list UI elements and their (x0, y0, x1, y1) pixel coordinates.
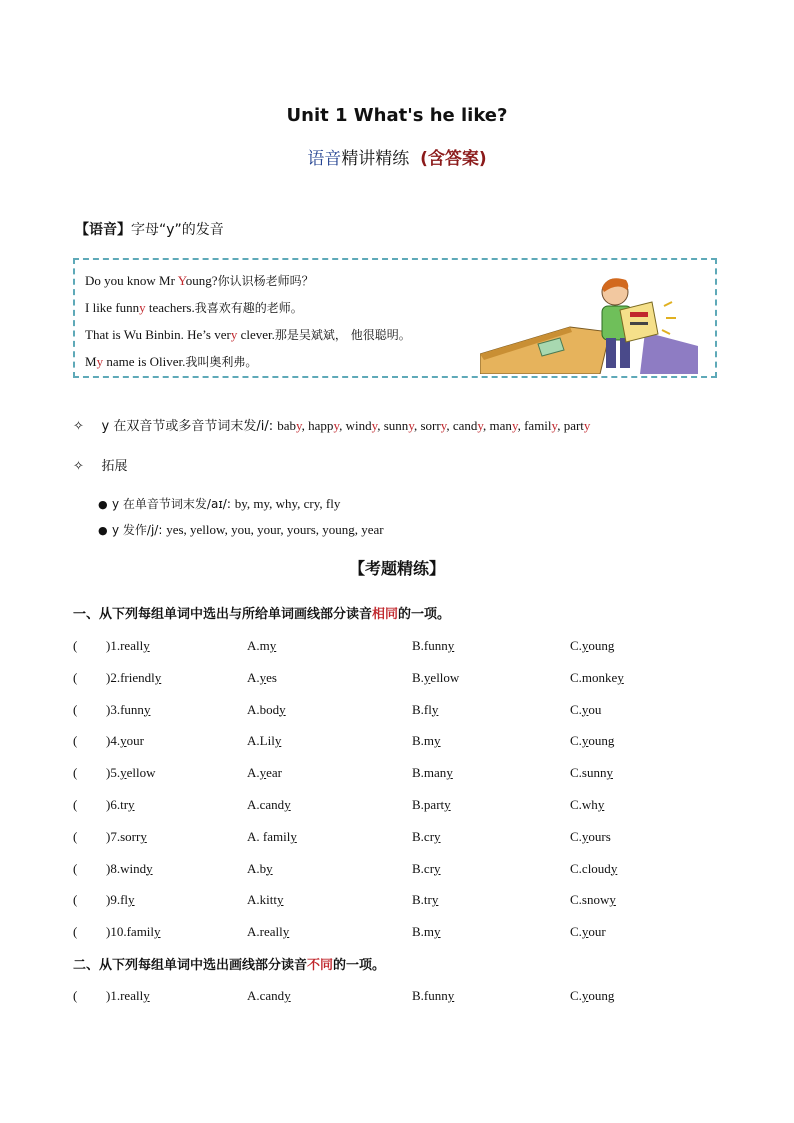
word-part: A.cand (247, 988, 285, 1003)
sentence-translation: 那是吴斌斌， 他很聪明。 (274, 328, 411, 342)
word-part: ellow (126, 765, 156, 781)
answer-paren-close: ) (106, 988, 111, 1003)
underlined-letter: y (143, 701, 151, 717)
underlined-letter: y (269, 638, 277, 653)
word-part: sorr (120, 828, 141, 844)
example-word-highlight: y (477, 418, 484, 433)
sentence-highlight: y (230, 327, 238, 342)
rule-extend (73, 455, 128, 474)
word-part: A.cand (247, 797, 285, 812)
word-part: friendl (120, 669, 155, 685)
option-a (247, 892, 283, 908)
word-part: B.m (412, 924, 435, 940)
option-c (570, 765, 613, 781)
word-part: A.kitt (247, 892, 277, 908)
answer-paren-open: ( (73, 701, 78, 717)
question-row (0, 861, 794, 881)
answer-paren-open: ( (73, 860, 78, 876)
bullet-ai (98, 495, 340, 512)
word-part: C.wh (570, 797, 598, 812)
example-sentence (85, 327, 411, 343)
question-number: 3. (110, 701, 121, 717)
option-a (247, 861, 273, 877)
word-part: ellow (430, 669, 460, 685)
question-word (106, 829, 147, 845)
extend-label: 拓展 (101, 459, 128, 474)
question-row (0, 988, 794, 1008)
underlined-letter: y (143, 638, 150, 653)
underlined-letter: y (606, 765, 613, 781)
sentence-translation: 我叫奥利弗。 (185, 355, 258, 369)
heading-text: 字母“y”的发音 (131, 222, 224, 238)
question-number: 2. (110, 669, 121, 685)
underlined-letter: y (434, 733, 441, 749)
comma: , (339, 418, 346, 433)
sentence-text: I like funn (85, 300, 140, 315)
sentence-highlight: y (96, 354, 104, 369)
word-part: wind (120, 860, 147, 876)
sentence-text: name is Oliver. (103, 354, 186, 369)
answer-paren-close: ) (106, 669, 111, 685)
word-part: our (126, 733, 144, 749)
answer-paren-open: ( (73, 988, 78, 1003)
underlined-letter: y (290, 828, 297, 844)
option-a (247, 988, 291, 1004)
page-subtitle (0, 144, 794, 169)
word-part: our (588, 924, 606, 940)
underlined-letter: y (447, 988, 455, 1003)
option-a (247, 638, 276, 654)
word-part: C. (570, 988, 582, 1003)
example-word: happ (308, 418, 334, 433)
answer-paren-open: ( (73, 638, 78, 653)
word-part: A.reall (247, 924, 283, 940)
option-c (570, 861, 617, 877)
option-b (412, 829, 441, 845)
example-sentence (85, 273, 314, 289)
option-a (247, 702, 286, 718)
question-word (106, 988, 150, 1004)
option-c (570, 670, 624, 686)
example-word: famil (524, 418, 552, 433)
part1-highlight: 相同 (372, 607, 399, 622)
word-part: oung (588, 638, 615, 653)
part2-instruction (73, 954, 385, 973)
answer-paren-open: ( (73, 828, 78, 844)
part2-pre: 二、从下列每组单词中选出画线部分读音 (73, 958, 308, 973)
option-a (247, 924, 289, 940)
sentence-translation: 你认识杨老师吗？ (217, 274, 314, 288)
answer-paren-close: ) (106, 797, 111, 812)
word-part: C.monke (570, 669, 618, 685)
underlined-letter: y (284, 988, 291, 1003)
example-word-highlight: y (408, 418, 414, 433)
underlined-letter: y (274, 733, 282, 749)
option-b (412, 765, 453, 781)
part2-post: 的一项。 (333, 958, 386, 973)
underlined-letter: y (581, 988, 589, 1003)
example-word: sunn (383, 418, 409, 433)
word-part: B. (412, 669, 424, 685)
answer-paren-open: ( (73, 669, 78, 685)
comma: , (413, 418, 421, 433)
question-row (0, 702, 794, 722)
word-part: ear (266, 765, 283, 781)
option-c (570, 829, 611, 845)
word-part: A. famil (247, 828, 291, 844)
option-b (412, 670, 459, 686)
underlined-letter: y (423, 669, 431, 685)
word-part: C. (570, 701, 582, 717)
underlined-letter: y (446, 765, 453, 781)
bullet1-label: y 在单音节词末发/aɪ/: (112, 497, 235, 511)
question-word (106, 733, 144, 749)
underlined-letter: y (581, 638, 589, 653)
option-b (412, 892, 438, 908)
underlined-letter: y (444, 797, 451, 812)
option-c (570, 988, 614, 1004)
underlined-letter: y (434, 924, 441, 940)
question-word (106, 861, 153, 877)
word-part: C.sunn (570, 765, 607, 781)
option-b (412, 924, 441, 940)
option-c (570, 638, 614, 654)
underlined-letter: y (259, 765, 267, 781)
comma: , (301, 418, 309, 433)
comma: , (483, 418, 490, 433)
option-a (247, 797, 291, 813)
answer-paren-open: ( (73, 765, 78, 781)
underlined-letter: y (447, 638, 455, 653)
answer-paren-open: ( (73, 733, 78, 749)
example-word-highlight: y (551, 418, 558, 433)
underlined-letter: y (128, 892, 135, 908)
word-part: B.m (412, 733, 435, 749)
example-sentence (85, 354, 257, 370)
heading-bracket: 【语音】 (75, 222, 131, 238)
example-word: part (563, 418, 584, 433)
example-word-highlight: y (583, 418, 591, 433)
part2-highlight: 不同 (307, 958, 334, 973)
word-part: A.m (247, 638, 270, 653)
underlined-letter: y (581, 701, 589, 717)
example-word-highlight: y (296, 418, 302, 433)
option-c (570, 924, 606, 940)
rule1-words (277, 418, 590, 433)
word-part: A.bod (247, 701, 280, 717)
word-part: B.man (412, 765, 447, 781)
option-c (570, 702, 601, 718)
word-part: C. (570, 924, 582, 940)
bullet-j (98, 521, 384, 538)
sentence-text: teachers. (145, 300, 195, 315)
underlined-letter: y (282, 924, 290, 940)
question-word (106, 702, 150, 718)
question-row (0, 797, 794, 817)
option-b (412, 733, 441, 749)
underlined-letter: y (431, 701, 439, 717)
rule-y-i (73, 415, 590, 434)
answer-paren-close: ) (106, 892, 111, 908)
question-row (0, 765, 794, 785)
sentence-text: M (85, 354, 97, 369)
underlined-letter: y (431, 892, 439, 908)
diamond-bullet-icon: ✧ (73, 419, 84, 434)
black-dot-icon: ● (98, 498, 108, 511)
word-part: reall (120, 988, 144, 1003)
question-number: 10. (110, 924, 127, 940)
word-part: es (266, 669, 277, 685)
bullet2-words: yes, yellow, you, your, yours, young, year (166, 522, 384, 537)
example-word-highlight: y (333, 418, 340, 433)
comma: , (377, 418, 384, 433)
word-part: ou (588, 701, 602, 717)
subtitle-main: 精讲精练 (341, 149, 410, 169)
question-row (0, 638, 794, 658)
underlined-letter: y (597, 797, 605, 812)
underlined-letter: y (143, 988, 150, 1003)
answer-paren-close: ) (106, 860, 111, 876)
word-part: A.b (247, 860, 267, 876)
answer-paren-open: ( (73, 797, 78, 812)
answer-paren-close: ) (106, 701, 111, 717)
word-part: B.funn (412, 638, 448, 653)
underlined-letter: y (434, 860, 441, 876)
underlined-letter: y (609, 892, 616, 908)
example-word: man (489, 418, 512, 433)
question-row (0, 829, 794, 849)
option-a (247, 733, 281, 749)
part1-post: 的一项。 (398, 607, 451, 622)
example-word: sorr (420, 418, 441, 433)
underlined-letter: y (581, 733, 589, 749)
sentence-highlight: y (139, 300, 146, 315)
answer-paren-open: ( (73, 924, 78, 940)
word-part: B.fl (412, 701, 432, 717)
option-c (570, 892, 616, 908)
question-number: 1. (110, 638, 121, 653)
sentence-text: That is Wu Binbin. He’s ver (85, 327, 231, 342)
rule1-label: y 在双音节或多音节词末发/i/: (101, 419, 278, 434)
subtitle-phonics: 语音 (307, 149, 342, 169)
underlined-letter: y (610, 860, 618, 876)
question-row (0, 924, 794, 944)
word-part: C.snow (570, 892, 610, 908)
question-number: 9. (110, 892, 121, 908)
question-number: 5. (110, 765, 121, 781)
phonics-heading (75, 219, 224, 239)
black-dot-icon: ● (98, 524, 108, 537)
question-number: 1. (110, 988, 121, 1003)
option-b (412, 861, 441, 877)
word-part: C. (570, 828, 582, 844)
option-c (570, 733, 614, 749)
question-number: 6. (110, 797, 121, 812)
example-word-highlight: y (511, 418, 518, 433)
comma: , (517, 418, 525, 433)
underlined-letter: y (154, 924, 161, 940)
answer-paren-open: ( (73, 892, 78, 908)
answer-paren-close: ) (106, 828, 111, 844)
word-part: funn (120, 701, 144, 717)
option-b (412, 638, 454, 654)
word-part: B.cr (412, 828, 435, 844)
word-part: famil (126, 924, 155, 940)
comma: , (446, 418, 453, 433)
sentence-text: oung? (185, 273, 218, 288)
question-word (106, 670, 161, 686)
word-part: oung (588, 988, 615, 1003)
word-part: C.cloud (570, 860, 611, 876)
word-part: A.Lil (247, 733, 275, 749)
option-a (247, 829, 297, 845)
word-part: A. (247, 669, 260, 685)
bullet1-words: by, my, why, cry, fly (234, 496, 341, 511)
question-word (106, 892, 135, 908)
page-title: Unit 1 What's he like? (286, 105, 508, 126)
word-part: fl (120, 892, 129, 908)
part1-pre: 一、从下列每组单词中选出与所给单词画线部分读音 (73, 607, 373, 622)
underlined-letter: y (120, 765, 127, 781)
option-c (570, 797, 604, 813)
example-word-highlight: y (371, 418, 378, 433)
word-part: reall (120, 638, 144, 653)
option-b (412, 797, 451, 813)
boy-with-card-illustration (480, 272, 700, 374)
word-part: tr (120, 797, 129, 812)
option-a (247, 670, 277, 686)
word-part: B.funn (412, 988, 448, 1003)
question-word (106, 924, 161, 940)
underlined-letter: y (154, 669, 162, 685)
underlined-letter: y (128, 797, 135, 812)
underlined-letter: y (140, 828, 147, 844)
diamond-bullet-icon: ✧ (73, 459, 84, 474)
bullet2-label: y 发作/j/: (112, 523, 167, 537)
option-b (412, 988, 454, 1004)
question-row (0, 733, 794, 753)
word-part: ours (588, 828, 611, 844)
comma: , (557, 418, 564, 433)
word-part: B.cr (412, 860, 435, 876)
underlined-letter: y (581, 828, 589, 844)
option-b (412, 702, 438, 718)
question-word (106, 797, 135, 813)
word-part: A. (247, 765, 260, 781)
part1-instruction (73, 603, 450, 622)
example-sentence (85, 300, 303, 316)
underlined-letter: y (266, 860, 273, 876)
example-word-highlight: y (440, 418, 447, 433)
sentence-highlight: Y (177, 273, 186, 288)
word-part: oung (588, 733, 615, 749)
word-part: C. (570, 638, 582, 653)
answer-paren-close: ) (106, 924, 111, 940)
example-word: cand (452, 418, 478, 433)
question-word (106, 638, 150, 654)
example-word: bab (277, 418, 296, 433)
question-number: 8. (110, 860, 121, 876)
sentence-text: Do you know Mr (85, 273, 178, 288)
underlined-letter: y (617, 669, 624, 685)
example-word: wind (345, 418, 372, 433)
underlined-letter: y (259, 669, 267, 685)
question-row (0, 670, 794, 690)
underlined-letter: y (581, 924, 589, 940)
answer-paren-close: ) (106, 733, 111, 749)
question-row (0, 892, 794, 912)
sentence-text: clever. (237, 327, 275, 342)
underlined-letter: y (146, 860, 153, 876)
question-number: 7. (110, 828, 121, 844)
answer-paren-close: ) (106, 638, 111, 653)
underlined-letter: y (120, 733, 127, 749)
underlined-letter: y (276, 892, 284, 908)
underlined-letter: y (434, 828, 441, 844)
underlined-letter: y (279, 701, 286, 717)
option-a (247, 765, 282, 781)
practice-title: 【考题精练】 (348, 559, 445, 578)
question-word (106, 765, 155, 781)
word-part: C. (570, 733, 582, 749)
sentence-translation: 我喜欢有趣的老师。 (194, 301, 303, 315)
word-part: B.part (412, 797, 445, 812)
word-part: B.tr (412, 892, 432, 908)
answer-paren-close: ) (106, 765, 111, 781)
subtitle-answers: (含答案) (420, 149, 487, 169)
underlined-letter: y (284, 797, 291, 812)
question-number: 4. (110, 733, 121, 749)
